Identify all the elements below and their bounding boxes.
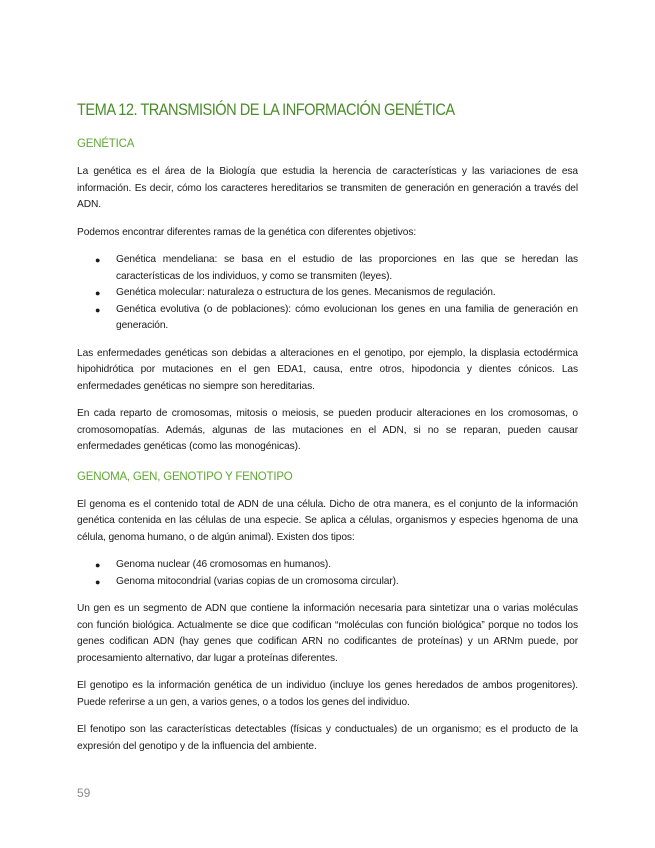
list-item: ● Genética mendeliana: se basa en el estudio de las proporciones en las que se heredan las características de los individuos, y como se transmiten (leyes). (95, 254, 578, 282)
bullet-icon: ● (95, 255, 101, 265)
page-content (77, 98, 578, 755)
paragraph: Las enfermedades genéticas son debidas a alteraciones en el genotipo, por ejemplo, la displasia ectodérmica hipohidrótica por mutaciones en el gen EDA1, causa, entre otros, hipodoncia y dientes cónicos. Las enfermedades genéticas no siempre son hereditarias. (77, 347, 578, 392)
bullet-list (77, 252, 578, 335)
bullet-icon: ● (95, 288, 101, 298)
list-item: ● Genética molecular: naturaleza o estructura de los genes. Mecanismos de regulación. (77, 285, 578, 302)
list-item: ● Genoma mitocondrial (varias copias de un cromosoma circular). (77, 574, 578, 591)
paragraph: Podemos encontrar diferentes ramas de la genética con diferentes objetivos: (77, 226, 417, 238)
paragraph: El genotipo es la información genética de un individuo (incluye los genes heredados de ambos progenitores). Puede referirse a un gen, a varios genes, o a todos los genes del individuo. (77, 680, 578, 708)
paragraph: El genoma es el contenido total de ADN de una célula. Dicho de otra manera, es el conjunto de la información genética contenida en las células de una especie. Se aplica a células, organismos y especies hgenoma de una célula, genoma humano, o de algún animal). Existen dos tipos: (77, 498, 578, 543)
paragraph: El fenotipo son las características detectables (físicas y conductuales) de un organismo; es el producto de la expresión del genotipo y de la influencia del ambiente. (77, 724, 578, 752)
paragraph: La genética es el área de la Biología que estudia la herencia de características y las variaciones de esa información. Es decir, cómo los caracteres hereditarios se transmiten de generación en generación a través del ADN. (77, 166, 578, 210)
section-heading-genetica: GENÉTICA (77, 138, 135, 150)
bullet-list (77, 557, 578, 590)
paragraph: Un gen es un segmento de ADN que contiene la información necesaria para sintetizar una o varias moléculas con función biológica. Actualmente se dice que codifican “moléculas con función biológica” porque no todos los genes codifican ADN (hay genes que codifican ARN no codificantes de proteínas) y un ARNm puede, por procesamiento alternativo, dar lugar a proteínas diferentes. (77, 603, 578, 664)
chapter-title: TEMA 12. TRANSMISIÓN DE LA INFORMACIÓN GENÉTICA (77, 100, 455, 119)
bullet-icon: ● (95, 576, 101, 587)
paragraph: En cada reparto de cromosomas, mitosis o meiosis, se pueden producir alteraciones en los cromosomas, o cromosomopatías. Además, algunas de las mutaciones en el ADN, si no se reparan, pueden causar enfermedades genéticas (como las monogénicas). (77, 408, 578, 452)
bullet-icon: ● (95, 560, 101, 570)
bullet-icon: ● (95, 304, 101, 315)
page-number: 59 (77, 786, 91, 800)
list-item: ● Genética evolutiva (o de poblaciones): cómo evolucionan los genes en una familia de generación en generación. (95, 303, 578, 331)
section-heading-genoma: GENOMA, GEN, GENOTIPO Y FENOTIPO (77, 470, 293, 483)
list-item: ● Genoma nuclear (46 cromosomas en humanos). (77, 557, 578, 574)
